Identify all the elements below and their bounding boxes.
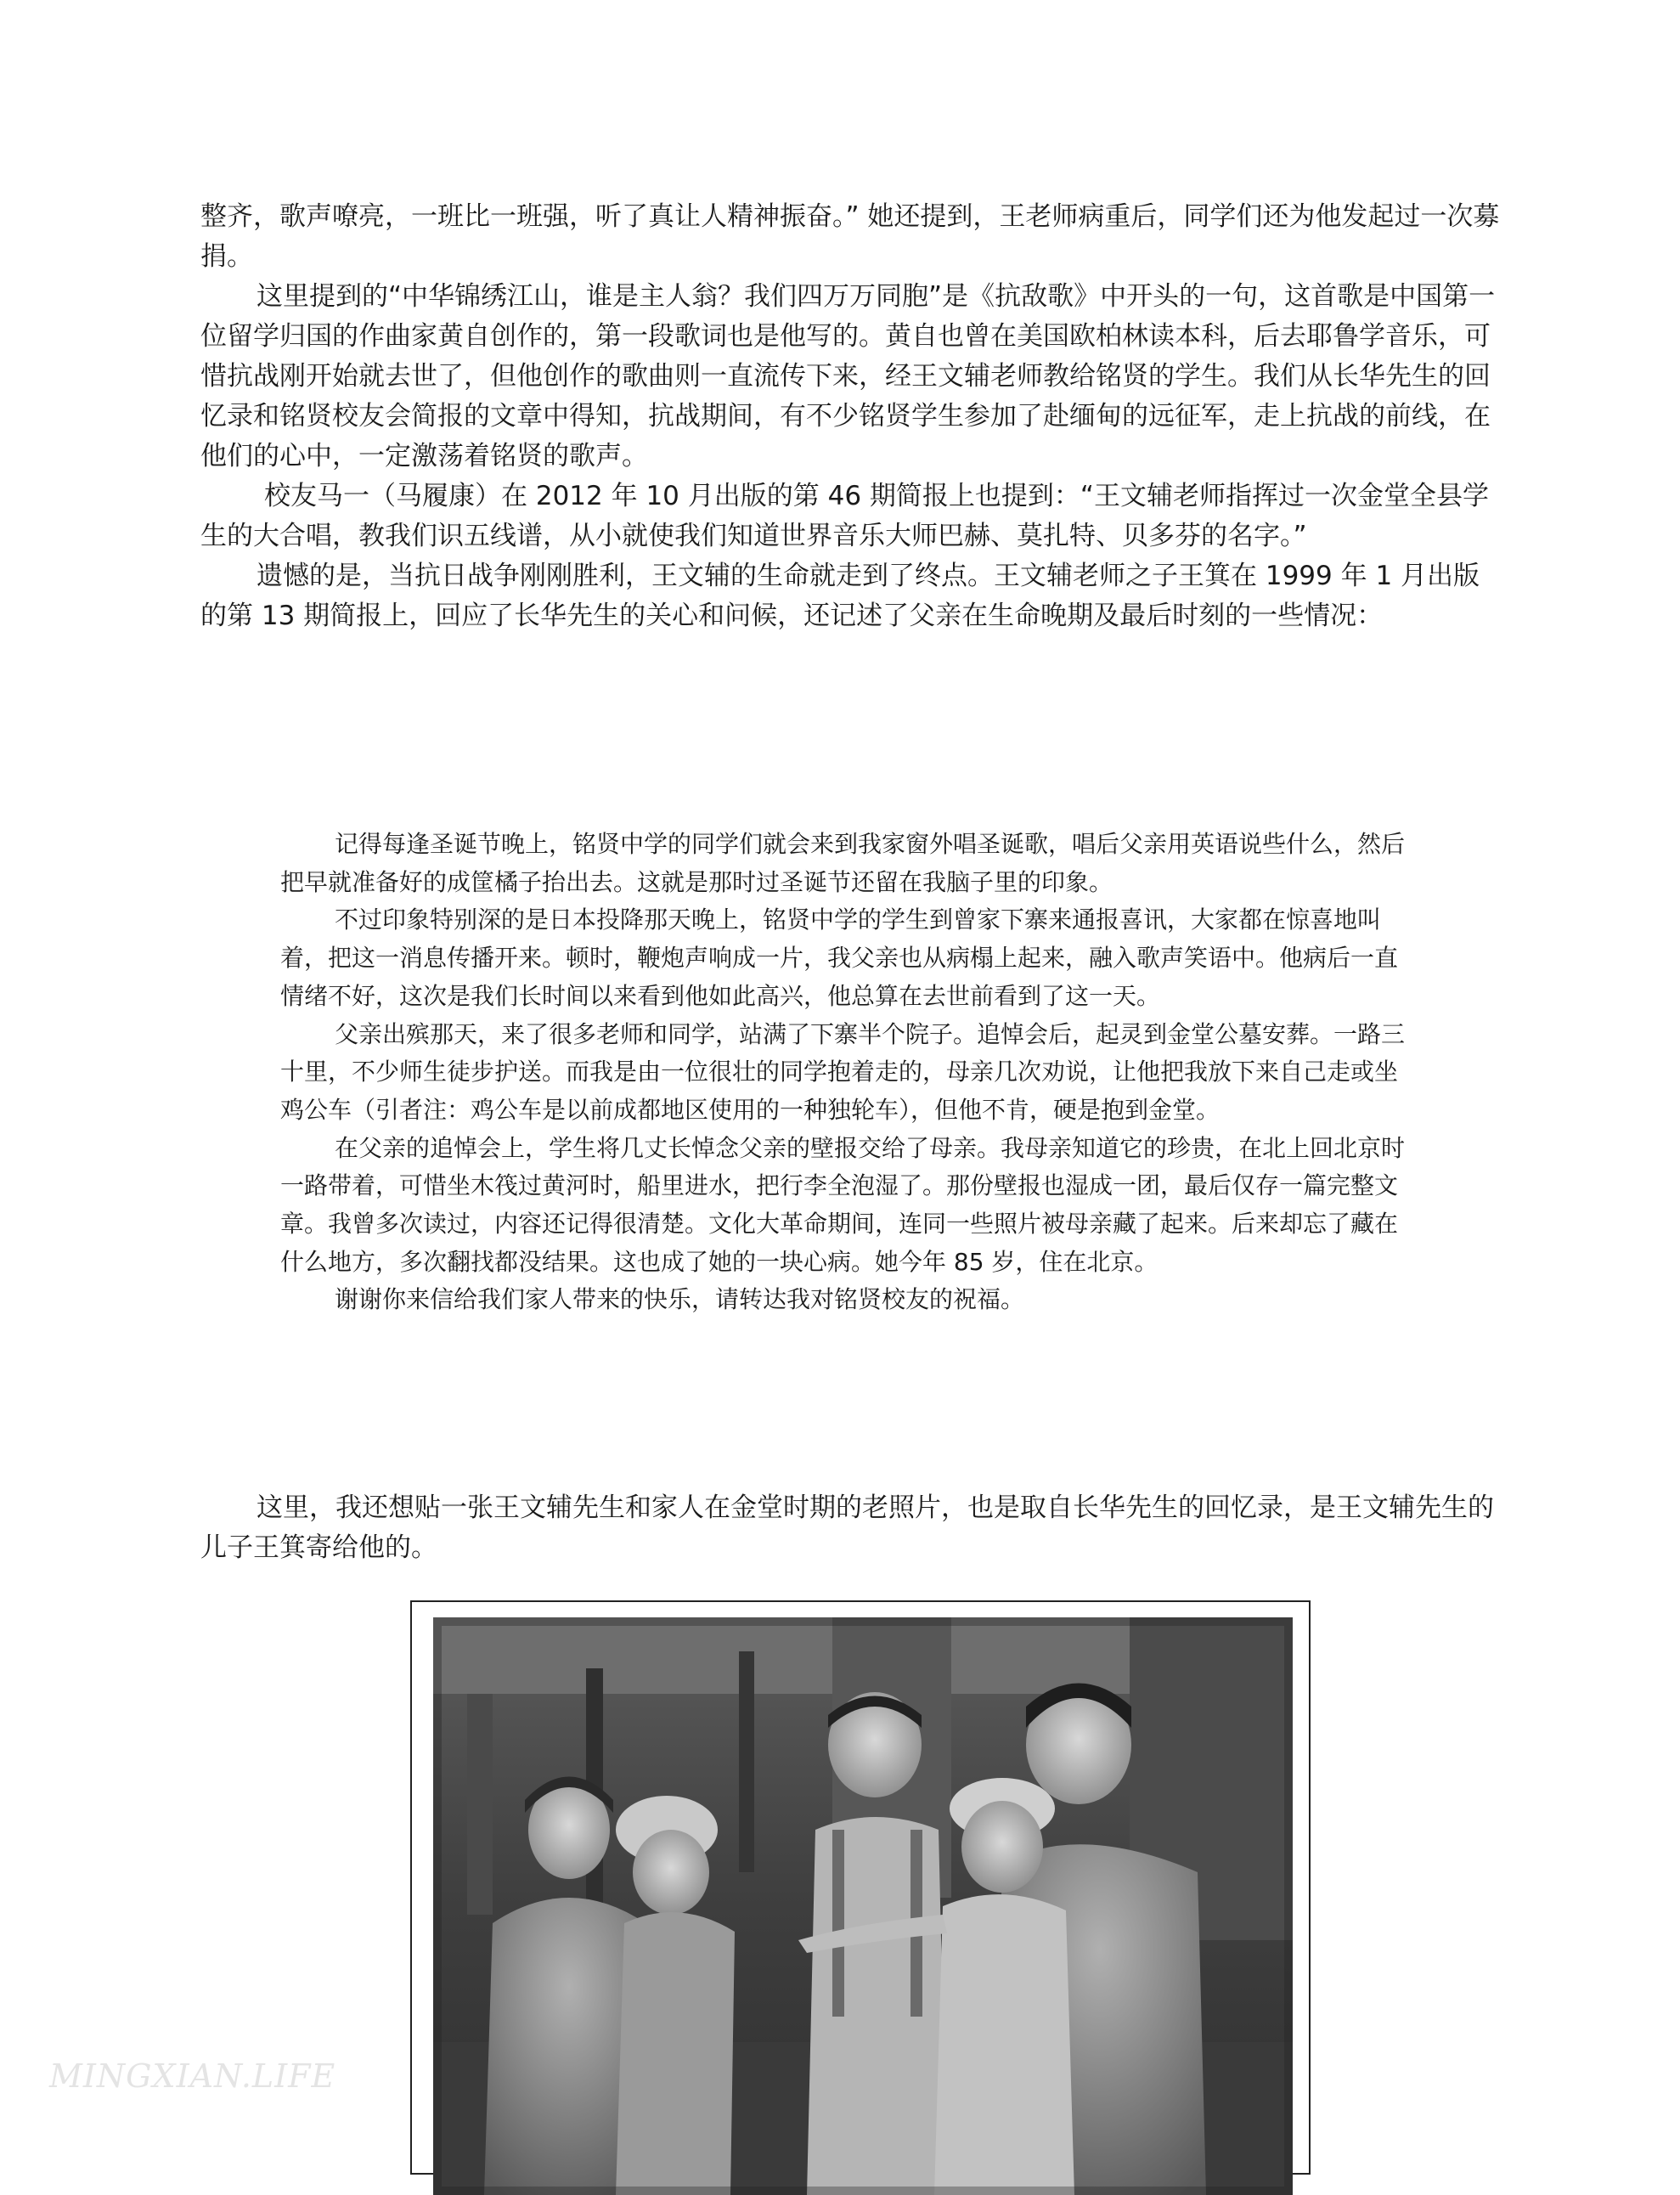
body-text-top	[200, 197, 1500, 636]
body-text-after-quote	[200, 1488, 1500, 1568]
quote-paragraph-4: 在父亲的追悼会上，学生将几丈长悼念父亲的壁报交给了母亲。我母亲知道它的珍贵，在北上回北京时一路带着，可惜坐木筏过黄河时，船里进水，把行李全泡湿了。那份壁报也湿成一团，最后仅存一篇完整文章。我曾多次读过，内容还记得很清楚。文化大革命期间，连同一些照片被母亲藏了起来。后来却忘了藏在什么地方，多次翻找都没结果。这也成了她的一块心病。她今年 85 岁，住在北京。	[280, 1133, 1406, 1276]
quote-paragraph-3: 父亲出殡那天，来了很多老师和同学，站满了下寨半个院子。追悼会后，起灵到金堂公墓安葬。一路三十里，不少师生徒步护送。而我是由一位很壮的同学抱着走的，母亲几次劝说，让他把我放下来自己走或坐鸡公车（引者注：鸡公车是以前成都地区使用的一种独轮车），但他不肯，硬是抱到金堂。	[280, 1019, 1406, 1124]
quote-paragraph-5: 谢谢你来信给我们家人带来的快乐，请转达我对铭贤校友的祝福。	[335, 1285, 1025, 1314]
paragraph-after-quote: 这里，我还想贴一张王文辅先生和家人在金堂时期的老照片，也是取自长华先生的回忆录，是王文辅先生的儿子王箕寄给他的。	[200, 1492, 1494, 1563]
paragraph-4: 遗憾的是，当抗日战争刚刚胜利，王文辅的生命就走到了终点。王文辅老师之子王箕在 1999 年 1 月出版的第 13 期简报上，回应了长华先生的关心和问候，还记述了父亲在生命晚期及最后时刻的一些情况：	[200, 561, 1480, 631]
photo-frame	[410, 1600, 1311, 2175]
family-photo	[433, 1617, 1293, 2195]
paragraph-2: 这里提到的“中华锦绣江山，谁是主人翁？我们四万万同胞”是《抗敌歌》中开头的一句，这首歌是中国第一位留学归国的作曲家黄自创作的，第一段歌词也是他写的。黄自也曾在美国欧柏林读本科，后去耶鲁学音乐，可惜抗战刚开始就去世了，但他创作的歌曲则一直流传下来，经王文辅老师教给铭贤的学生。我们从长华先生的回忆录和铭贤校友会简报的文章中得知，抗战期间，有不少铭贤学生参加了赴缅甸的远征军，走上抗战的前线，在他们的心中，一定激荡着铭贤的歌声。	[200, 281, 1496, 471]
paragraph-3: 校友马一（马履康）在 2012 年 10 月出版的第 46 期简报上也提到：“王文辅老师指挥过一次金堂全县学生的大合唱，教我们识五线谱，从小就使我们知道世界音乐大师巴赫、莫扎特、贝多芬的名字。”	[200, 481, 1489, 551]
quote-paragraph-2: 不过印象特别深的是日本投降那天晚上，铭贤中学的学生到曾家下寨来通报喜讯，大家都在惊喜地叫着，把这一消息传播开来。顿时，鞭炮声响成一片，我父亲也从病榻上起来，融入歌声笑语中。他病后一直情绪不好，这次是我们长时间以来看到他如此高兴，他总算在去世前看到了这一天。	[280, 906, 1399, 1010]
quote-paragraph-1: 记得每逢圣诞节晚上，铭贤中学的同学们就会来到我家窗外唱圣诞歌，唱后父亲用英语说些什么，然后把早就准备好的成筐橘子抬出去。这就是那时过圣诞节还留在我脑子里的印象。	[280, 830, 1406, 896]
watermark: MINGXIAN.LIFE	[49, 2057, 336, 2095]
paragraph-1: 整齐，歌声嘹亮，一班比一班强，听了真让人精神振奋。” 她还提到，王老师病重后，同学们还为他发起过一次募捐。	[200, 201, 1500, 272]
family-photo-illustration	[433, 1617, 1293, 2195]
block-quote	[280, 826, 1410, 1319]
